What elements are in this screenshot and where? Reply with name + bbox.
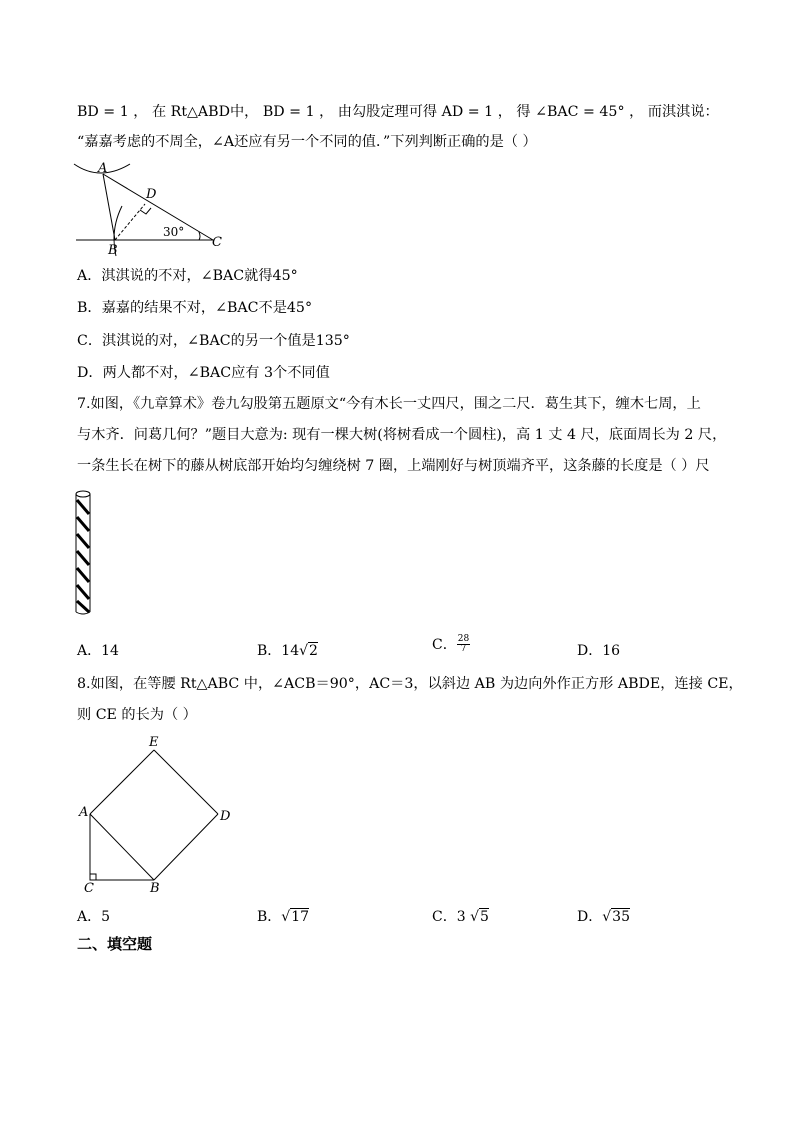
q6-option-b: B．嘉嘉的结果不对，∠BAC不是45° xyxy=(77,300,313,316)
q6-text-line-1: BD = 1 ， 在 Rt△ABD中， BD = 1 ， 由勾股定理可得 AD = 1 ， 得 ∠BAC = 45° ， 而淇淇说： xyxy=(77,104,719,120)
q6-option-d: D．两人都不对，∠BAC应有 3个不同值 xyxy=(77,365,330,381)
label-C: C xyxy=(84,881,94,896)
q8-square-figure xyxy=(75,732,245,897)
q8-option-b: B．√17 xyxy=(257,909,310,925)
label-C: C xyxy=(212,235,222,250)
q7-text-line-2: 与木齐．问葛几何？”题目大意为: 现有一棵大树(将树看成一个圆柱)，高 1 丈 4 尺，底面周长为 2 尺， xyxy=(77,427,727,443)
label-E: E xyxy=(149,735,159,750)
q7-text-line-3: 一条生长在树下的藤从树底部开始均匀缠绕树 7 圈，上端刚好与树顶端齐平，这条藤的长度是（ ）尺 xyxy=(77,458,710,474)
q7-option-c: C． $\frac{28}{7}$ xyxy=(432,633,470,654)
label-B: B xyxy=(150,881,160,896)
q7-option-b: B．14√2 xyxy=(257,643,318,659)
label-angle-30: 30° xyxy=(163,225,185,239)
q6-triangle-figure xyxy=(70,158,230,258)
q7-text-line-1: 7.如图，《九章算术》卷九勾股第五题原文“今有木长一丈四尺，围之二尺．葛生其下，缠木七周，上 xyxy=(77,396,701,412)
label-D: D xyxy=(146,187,157,202)
q6-text-line-2: “嘉嘉考虑的不周全，∠A还应有另一个不同的值．”下列判断正确的是（ ） xyxy=(77,134,537,150)
q6-option-c: C．淇淇说的对，∠BAC的另一个值是135° xyxy=(77,333,350,349)
label-D: D xyxy=(220,809,231,824)
q8-option-a: A．5 xyxy=(77,909,111,925)
q8-text-line-2: 则 CE 的长为（ ） xyxy=(77,707,197,723)
q8-option-c: C．3 √5 xyxy=(432,909,489,925)
q7-option-d: D．16 xyxy=(577,643,621,659)
q6-option-a: A．淇淇说的不对，∠BAC就得45° xyxy=(77,268,298,284)
label-A: A xyxy=(79,805,89,820)
label-A: A xyxy=(98,161,108,176)
section-heading: 二、填空题 xyxy=(77,935,153,953)
q8-text-line-1: 8.如图，在等腰 Rt△ABC 中，∠ACB＝90°，AC＝3，以斜边 AB 为边向外作正方形 ABDE，连接 CE， xyxy=(77,676,743,692)
q7-cylinder-figure xyxy=(74,488,94,618)
q8-option-d: D．√35 xyxy=(577,909,630,925)
label-B: B xyxy=(108,243,118,258)
q7-option-a: A．14 xyxy=(77,643,119,659)
